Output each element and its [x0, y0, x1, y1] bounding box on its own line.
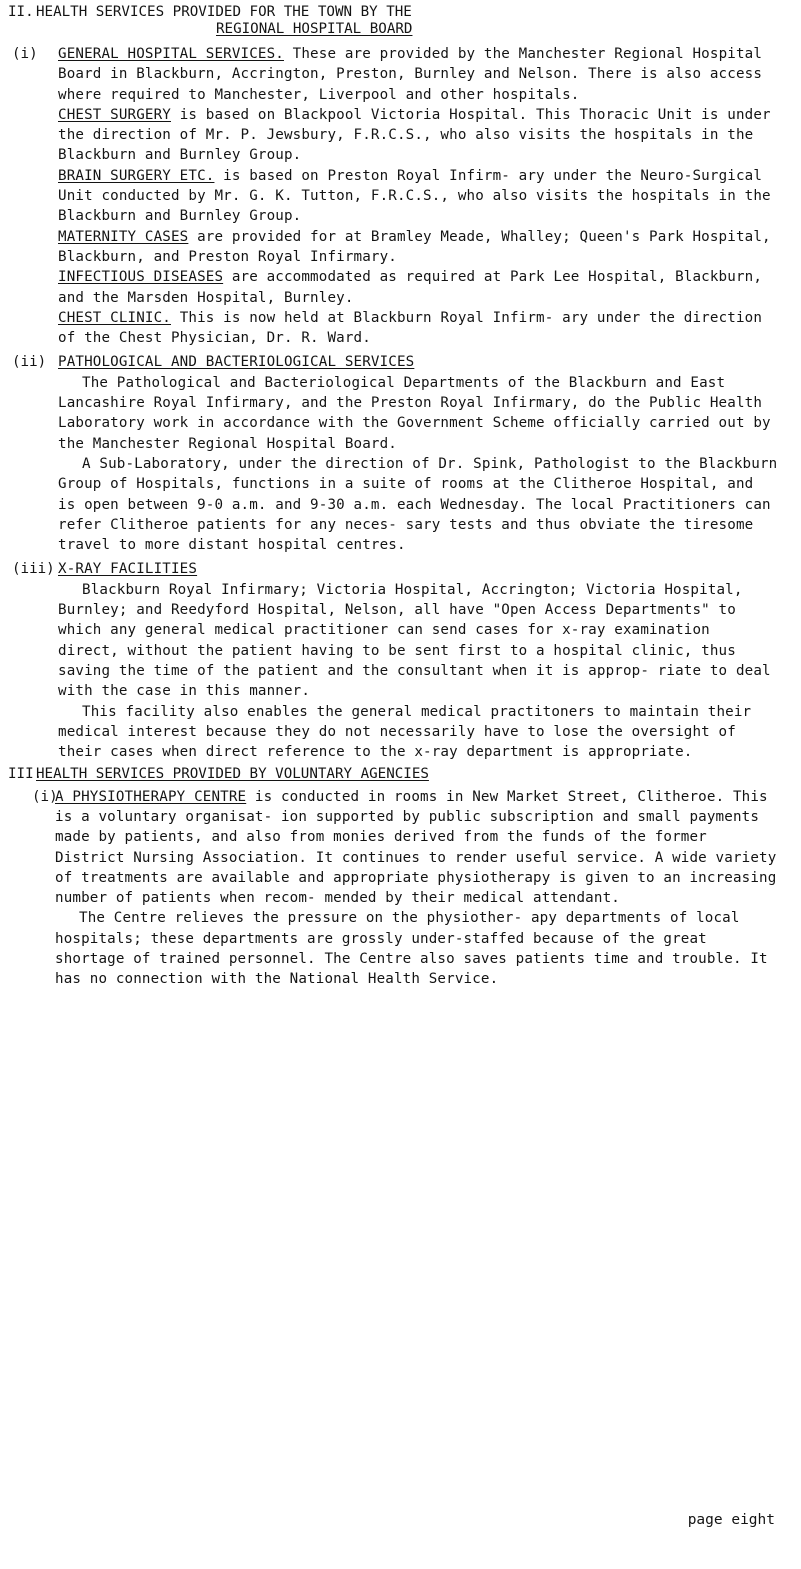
section-2-numeral: II. [8, 4, 34, 20]
item-number: (i) [12, 46, 38, 62]
paragraph-text: The Centre relieves the pressure on the physiother- apy departments of local hospitals; these departments are grossly under-staffed because of the great shortage of trained personnel. The Centre also saves patients time and trouble. It has no connection with the National Health Service. [55, 910, 768, 988]
paragraph-text: Blackburn Royal Infirmary; Victoria Hospital, Accrington; Victoria Hospital, Burnley; and Reedyford Hospital, Nelson, all have "Open Access Departments" to which any general medical practitioner can send cases for x-ray examination direct, without the patient having to be sent first to a hospital clinic, thus saving the time of the patient and the consultant when it is approp- riate to deal with the case in this manner. [58, 581, 771, 700]
paragraph-text: are provided for at Bramley Meade, Whalley; Queen's Park Hospital, Blackburn, and Preston Royal Infirmary. [58, 228, 771, 265]
item-number: (ii) [12, 354, 47, 371]
section-3-heading [8, 764, 779, 784]
item-number: (iii) [12, 561, 55, 578]
item-3-i [8, 787, 779, 990]
item-number: (i) [32, 788, 58, 805]
subheading: PATHOLOGICAL AND BACTERIOLOGICAL SERVICES [58, 354, 415, 371]
paragraph-text: This is now held at Blackburn Royal Infirm- ary under the direction of the Chest Physician, Dr. R. Ward. [58, 309, 763, 347]
paragraph-text: is based on Blackpool Victoria Hospital. This Thoracic Unit is under the direction of Mr. P. Jewsbury, F.R.C.S., who also visits the hospitals in the Blackburn and Burnley Group. [58, 106, 771, 164]
section-2-heading [8, 4, 779, 38]
subheading: X-RAY FACILITIES [58, 561, 198, 578]
paragraph-general-hospital [58, 44, 779, 105]
paragraph-brain-surgery [58, 166, 779, 227]
subheading: CHEST CLINIC. [58, 309, 171, 326]
subheading: CHEST SURGERY [58, 106, 171, 123]
section-3-title: HEALTH SERVICES PROVIDED BY VOLUNTARY AGENCIES [36, 766, 429, 783]
paragraph-chest-surgery [58, 105, 779, 166]
paragraph-chest-clinic [58, 308, 779, 349]
section-3-numeral: III. [8, 766, 43, 783]
section-2-title-line1: HEALTH SERVICES PROVIDED FOR THE TOWN BY THE [36, 4, 412, 20]
paragraph-text: is based on Preston Royal Infirm- ary under the Neuro-Surgical Unit conducted by Mr. G. K. Tutton, F.R.C.S., who also visits the hospitals in the Blackburn and Burnley Group. [58, 167, 771, 225]
section-2-title-line2: REGIONAL HOSPITAL BOARD [216, 21, 413, 37]
paragraph-physiotherapy [55, 787, 779, 909]
paragraph-maternity [58, 227, 779, 268]
item-2-iii [8, 559, 779, 762]
subheading: A PHYSIOTHERAPY CENTRE [55, 788, 247, 805]
paragraph-text: A Sub-Laboratory, under the direction of Dr. Spink, Pathologist to the Blackburn Group of Hospitals, functions in a suite of rooms at the Clitheroe Hospital, and is open between 9-0 a.m. and 9-30 a.m. each Wednesday. The local Practitioners can refer Clitheroe patients for any neces- sary tests and thus obviate the tiresome travel to more distant hospital centres. [58, 455, 778, 554]
paragraph-infectious [58, 267, 779, 308]
item-2-i [8, 44, 779, 348]
subheading: INFECTIOUS DISEASES [58, 269, 224, 286]
subheading: GENERAL HOSPITAL SERVICES. [58, 46, 284, 62]
subheading: MATERNITY CASES [58, 228, 189, 245]
paragraph-text: are accommodated as required at Park Lee Hospital, Blackburn, and the Marsden Hospital, Burnley. [58, 269, 763, 306]
paragraph-text: is conducted in rooms in New Market Street, Clitheroe. This is a voluntary organisat- ion supported by public subscription and small payments made by patients, and also from monies derived from the funds of the former District Nursing Association. It continues to render useful service. A wide variety of treatments are available and appropriate physiotherapy is given to an increasing number of patients when recom- mended by their medical attendant. [55, 788, 777, 907]
paragraph-text: This facility also enables the general medical practitoners to maintain their medical interest because they do not necessarily have to lose the oversight of their cases when direct reference to the x-ray department is appropriate. [58, 703, 752, 761]
paragraph-text: These are provided by the Manchester Regional Hospital Board in Blackburn, Accrington, Preston, Burnley and Nelson. There is also access where required to Manchester, Liverpool and other hospitals. [58, 46, 763, 103]
page-number: page eight [687, 1512, 775, 1528]
paragraph-text: The Pathological and Bacteriological Departments of the Blackburn and East Lancashire Royal Infirmary, and the Preston Royal Infirmary, do the Public Health Laboratory work in accordance with the Government Scheme officially carried out by the Manchester Regional Hospital Board. [58, 374, 771, 452]
item-2-ii [8, 352, 779, 555]
subheading: BRAIN SURGERY ETC. [58, 167, 215, 184]
